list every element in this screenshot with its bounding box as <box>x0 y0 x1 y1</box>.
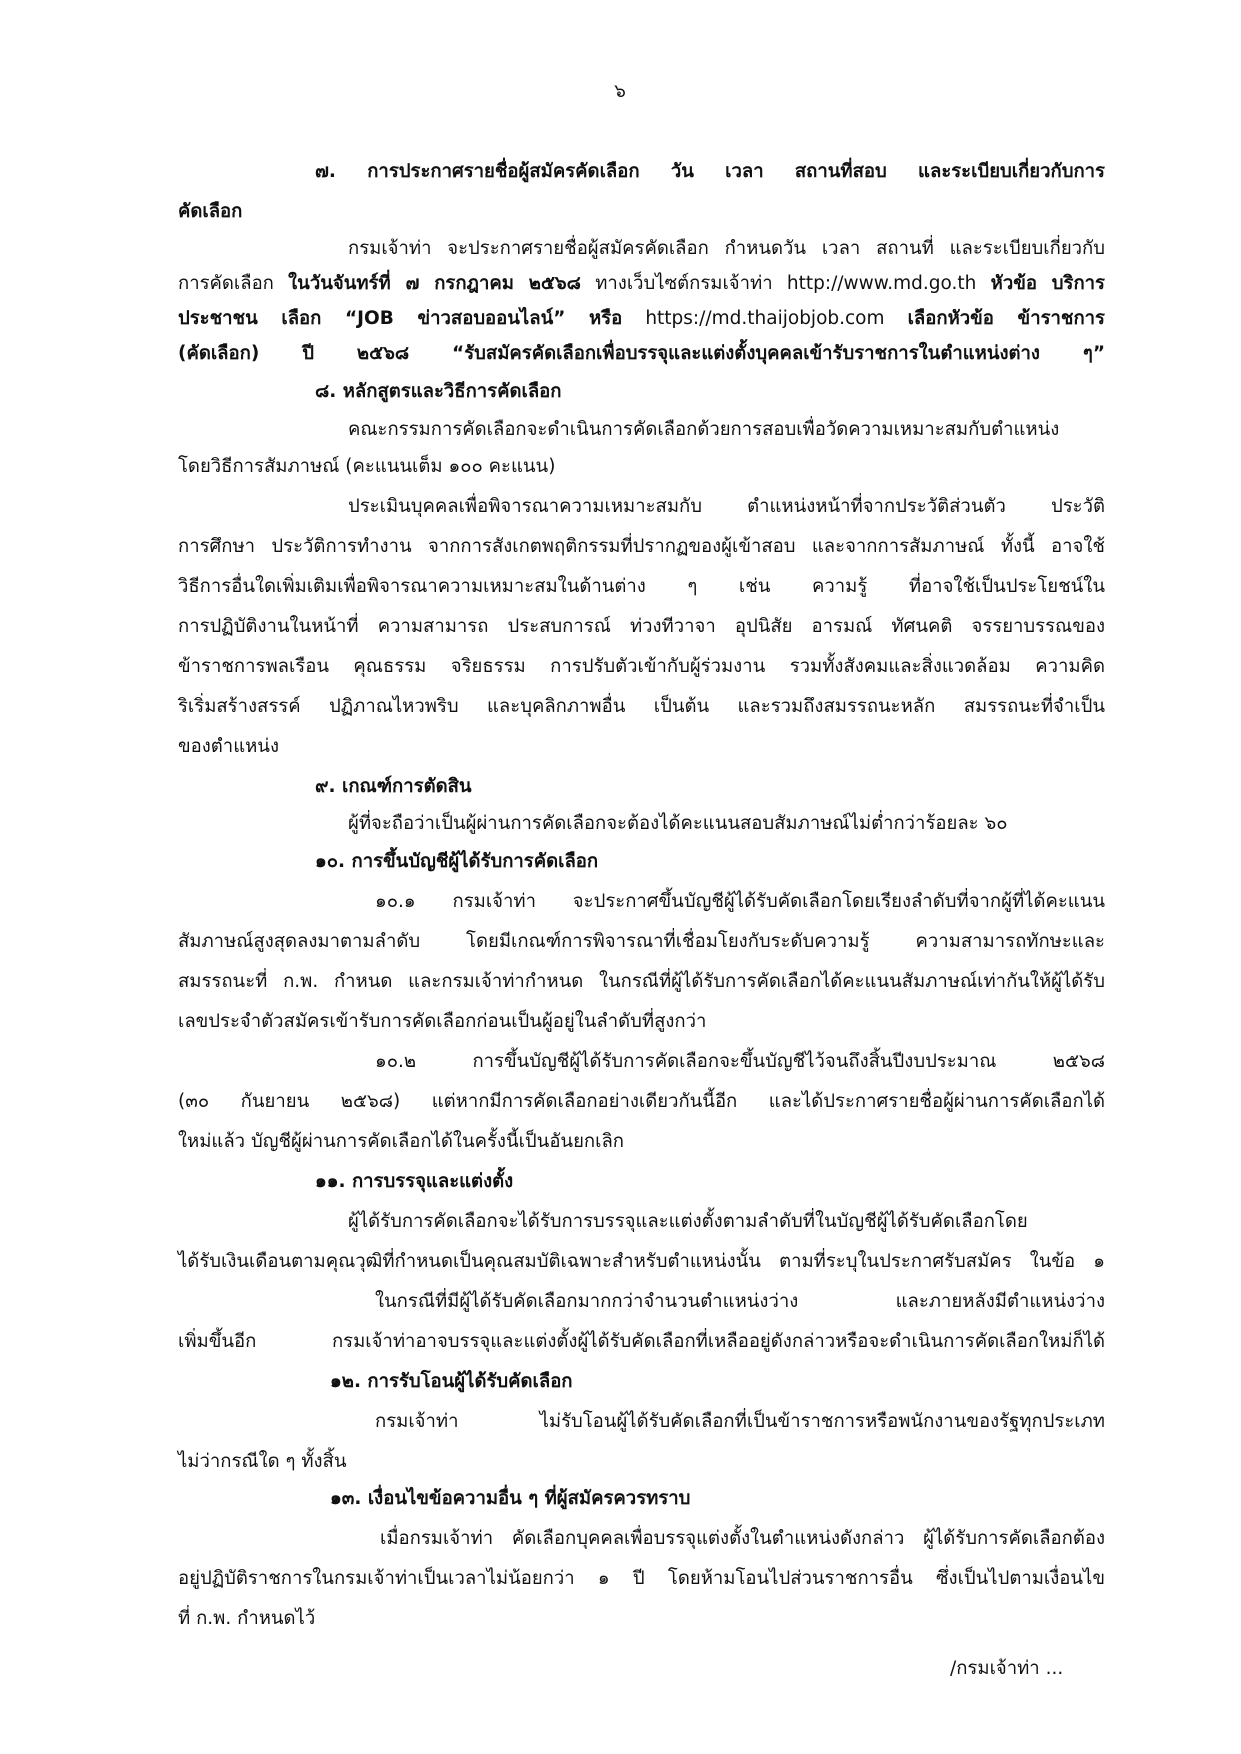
section-7-paragraph-line <box>178 272 1105 296</box>
section-8-paragraph-line: ประเมินบุคคลเพื่อพิจารณาความเหมาะสมกับ ตำแหน่งหน้าที่จากประวัติส่วนตัว ประวัติ <box>348 496 1105 517</box>
section-7-title-line-2: คัดเลือก <box>178 201 243 222</box>
page-number: ๖ <box>614 81 626 102</box>
text-run-bold: ประชาชน เลือก “JOB ข่าวสอบออนไลน์” หรือ <box>178 308 623 329</box>
section-7-paragraph-line: (คัดเลือก) ปี ๒๕๖๘ “รับสมัครคัดเลือกเพื่อบรรจุและแต่งตั้งบุคคลเข้ารับราชการในตำแหน่งต่าง ๆ” <box>178 343 1105 364</box>
section-8-paragraph-line: ริเริ่มสร้างสรรค์ ปฏิภาณไหวพริบ และบุคลิกภาพอื่น เป็นต้น และรวมถึงสมรรถนะหลัก สมรรถนะที่จำเป็น <box>178 696 1105 717</box>
section-10-title: ๑๐. การขึ้นบัญชีผู้ได้รับการคัดเลือก <box>315 851 599 872</box>
section-12-paragraph-line: ไม่ว่ากรณีใด ๆ ทั้งสิ้น <box>178 1451 347 1472</box>
section-13-title: ๑๓. เงื่อนไขข้อความอื่น ๆ ที่ผู้สมัครควรทราบ <box>330 1488 691 1509</box>
text-run-bold: เลือกหัวข้อ ข้าราชการ <box>907 308 1105 329</box>
section-10-paragraph-line: ๑๐.๒ การขึ้นบัญชีผู้ได้รับการคัดเลือกจะขึ้นบัญชีไว้จนถึงสิ้นปีงบประมาณ ๒๕๖๘ <box>375 1051 1105 1072</box>
section-8-paragraph-line: คณะกรรมการคัดเลือกจะดำเนินการคัดเลือกด้วยการสอบเพื่อวัดความเหมาะสมกับตำแหน่ง <box>348 419 1060 440</box>
continuation-marker: /กรมเจ้าท่า ... <box>950 1658 1064 1679</box>
application-site-link[interactable]: https://md.thaijobjob.com <box>622 308 908 329</box>
section-8-paragraph-line: การศึกษา ประวัติการทำงาน จากการสังเกตพฤติกรรมที่ปรากฏของผู้เข้าสอบ และจากการสัมภาษณ์ ทั้งนี้ อาจใช้ <box>178 536 1105 557</box>
section-10-paragraph-line: สัมภาษณ์สูงสุดลงมาตามลำดับ โดยมีเกณฑ์การพิจารณาที่เชื่อมโยงกับระดับความรู้ ความสามารถทักษะและ <box>178 931 1105 952</box>
section-8-title: ๘. หลักสูตรและวิธีการคัดเลือก <box>315 381 562 402</box>
section-10-paragraph-line: ใหม่แล้ว บัญชีผู้ผ่านการคัดเลือกได้ในครั้งนี้เป็นอันยกเลิก <box>178 1131 624 1152</box>
section-13-paragraph-line: อยู่ปฏิบัติราชการในกรมเจ้าท่าเป็นเวลาไม่น้อยกว่า ๑ ปี โดยห้ามโอนไปส่วนราชการอื่น ซึ่งเป็นไปตามเงื่อนไข <box>178 1568 1105 1589</box>
section-7-paragraph-line <box>178 307 1105 331</box>
section-11-paragraph-line: เพิ่มขึ้นอีก กรมเจ้าท่าอาจบรรจุและแต่งตั้งผู้ได้รับคัดเลือกที่เหลืออยู่ดังกล่าวหรือจะดำเนินการคัดเลือกใหม่ก็ได้ <box>178 1331 1105 1352</box>
section-13-paragraph-line: เมื่อกรมเจ้าท่า คัดเลือกบุคคลเพื่อบรรจุแต่งตั้งในตำแหน่งดังกล่าว ผู้ได้รับการคัดเลือกต้อง <box>380 1528 1105 1549</box>
website-link[interactable]: ทางเว็บไซต์กรมเจ้าท่า http://www.md.go.th <box>580 273 991 294</box>
section-10-paragraph-line: ๑๐.๑ กรมเจ้าท่า จะประกาศขึ้นบัญชีผู้ได้รับคัดเลือกโดยเรียงลำดับที่จากผู้ที่ได้คะแนน <box>375 891 1105 912</box>
section-8-paragraph-line: วิธีการอื่นใดเพิ่มเติมเพื่อพิจารณาความเหมาะสมในด้านต่าง ๆ เช่น ความรู้ ที่อาจใช้เป็นประโยชน์ใน <box>178 576 1105 597</box>
section-9-paragraph-line: ผู้ที่จะถือว่าเป็นผู้ผ่านการคัดเลือกจะต้องได้คะแนนสอบสัมภาษณ์ไม่ต่ำกว่าร้อยละ ๖๐ <box>348 813 1008 834</box>
section-7-title-line-1: ๗. การประกาศรายชื่อผู้สมัครคัดเลือก วัน เวลา สถานที่สอบ และระเบียบเกี่ยวกับการ <box>315 161 1105 182</box>
section-10-paragraph-line: สมรรถนะที่ ก.พ. กำหนด และกรมเจ้าท่ากำหนด ในกรณีที่ผู้ได้รับการคัดเลือกได้คะแนนสัมภาษณ์เท่ากันให้ผู้ได้รับ <box>178 971 1105 992</box>
section-9-title: ๙. เกณฑ์การตัดสิน <box>315 776 472 797</box>
section-11-paragraph-line: ในกรณีที่มีผู้ได้รับคัดเลือกมากกว่าจำนวนตำแหน่งว่าง และภายหลังมีตำแหน่งว่าง <box>375 1291 1105 1312</box>
exam-announcement-date: ในวันจันทร์ที่ ๗ กรกฎาคม ๒๕๖๘ <box>288 273 581 294</box>
text-run-bold: หัวข้อ บริการ <box>990 273 1105 294</box>
section-13-paragraph-line: ที่ ก.พ. กำหนดไว้ <box>178 1608 316 1629</box>
section-11-paragraph-line: ผู้ได้รับการคัดเลือกจะได้รับการบรรจุและแต่งตั้งตามลำดับที่ในบัญชีผู้ได้รับคัดเลือกโดย <box>348 1211 1028 1232</box>
section-12-paragraph-line: กรมเจ้าท่า ไม่รับโอนผู้ได้รับคัดเลือกที่เป็นข้าราชการหรือพนักงานของรัฐทุกประเภท <box>375 1411 1105 1432</box>
section-8-paragraph-line: ของตำแหน่ง <box>178 736 279 757</box>
text-run: การคัดเลือก <box>178 273 289 294</box>
section-11-paragraph-line: ได้รับเงินเดือนตามคุณวุฒิที่กำหนดเป็นคุณสมบัติเฉพาะสำหรับตำแหน่งนั้น ตามที่ระบุในประกาศรับสมัคร ในข้อ ๑ <box>178 1251 1105 1272</box>
section-10-paragraph-line: เลขประจำตัวสมัครเข้ารับการคัดเลือกก่อนเป็นผู้อยู่ในลำดับที่สูงกว่า <box>178 1011 707 1032</box>
section-8-paragraph-line: โดยวิธีการสัมภาษณ์ (คะแนนเต็ม ๑๐๐ คะแนน) <box>178 456 556 477</box>
section-12-title: ๑๒. การรับโอนผู้ได้รับคัดเลือก <box>330 1371 573 1392</box>
section-7-paragraph-line: กรมเจ้าท่า จะประกาศรายชื่อผู้สมัครคัดเลือก กำหนดวัน เวลา สถานที่ และระเบียบเกี่ยวกับ <box>348 238 1105 259</box>
section-8-paragraph-line: ข้าราชการพลเรือน คุณธรรม จริยธรรม การปรับตัวเข้ากับผู้ร่วมงาน รวมทั้งสังคมและสิ่งแวดล้อม ความคิด <box>178 656 1105 677</box>
section-11-title: ๑๑. การบรรจุและแต่งตั้ง <box>315 1171 514 1192</box>
section-10-paragraph-line: (๓๐ กันยายน ๒๕๖๘) แต่หากมีการคัดเลือกอย่างเดียวกันนี้อีก และได้ประกาศรายชื่อผู้ผ่านการคัดเลือกได้ <box>178 1091 1105 1112</box>
section-8-paragraph-line: การปฏิบัติงานในหน้าที่ ความสามารถ ประสบการณ์ ท่วงทีวาจา อุปนิสัย อารมณ์ ทัศนคติ จรรยาบรรณของ <box>178 616 1105 637</box>
